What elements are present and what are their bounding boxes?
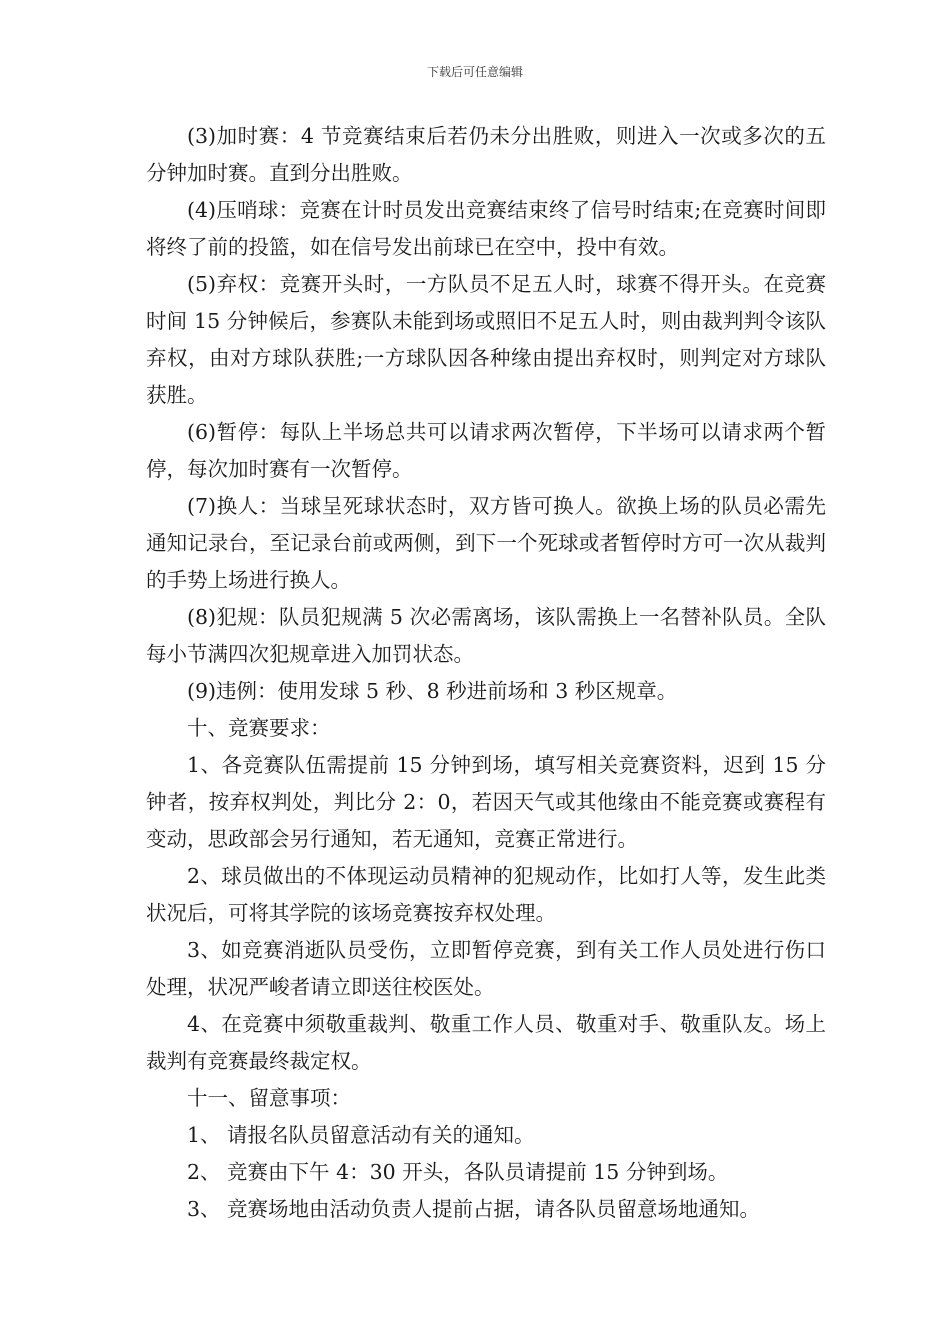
paragraph-substitution: (7)换人：当球呈死球状态时，双方皆可换人。欲换上场的队员必需先通知记录台，至记录台前或两侧，到下一个死球或者暂停时方可一次从裁判的手势上场进行换人。 (146, 494, 826, 592)
section-heading-requirements: 十、竞赛要求： (187, 716, 331, 740)
paragraph-note-3: 3、 竞赛场地由活动负责人提前占据，请各队员留意场地通知。 (187, 1197, 761, 1221)
paragraph-foul: (8)犯规：队员犯规满 5 次必需离场，该队需换上一名替补队员。全队每小节满四次犯规章进入加罚状态。 (146, 605, 826, 666)
paragraph-overtime: (3)加时赛：4 节竞赛结束后若仍未分出胜败，则进入一次或多次的五分钟加时赛。直到分出胜败。 (146, 124, 826, 185)
paragraph-requirement-1: 1、各竞赛队伍需提前 15 分钟到场，填写相关竞赛资料，迟到 15 分钟者，按弃权判处，判比分 2：0，若因天气或其他缘由不能竞赛或赛程有变动，思政部会另行通知，若无通知，竞赛正常进行。 (146, 753, 826, 851)
paragraph-timeout: (6)暂停：每队上半场总共可以请求两次暂停，下半场可以请求两个暂停，每次加时赛有一次暂停。 (146, 420, 826, 481)
paragraph-forfeit: (5)弃权：竞赛开头时，一方队员不足五人时，球赛不得开头。在竞赛时间 15 分钟候后，参赛队未能到场或照旧不足五人时，则由裁判判令该队弃权，由对方球队获胜;一方球队因各种缘由提出弃权时，则判定对方球队获胜。 (146, 272, 826, 407)
paragraph-note-1: 1、 请报名队员留意活动有关的通知。 (187, 1123, 535, 1147)
section-heading-notes: 十一、留意事项： (187, 1086, 351, 1110)
paragraph-requirement-2: 2、球员做出的不体现运动员精神的犯规动作，比如打人等，发生此类状况后，可将其学院的该场竞赛按弃权处理。 (146, 864, 826, 925)
paragraph-note-2: 2、 竞赛由下午 4：30 开头，各队员请提前 15 分钟到场。 (187, 1160, 729, 1184)
paragraph-buzzer-beater: (4)压哨球：竞赛在计时员发出竞赛结束终了信号时结束;在竞赛时间即将终了前的投篮，如在信号发出前球已在空中，投中有效。 (146, 198, 826, 259)
paragraph-requirement-4: 4、在竞赛中须敬重裁判、敬重工作人员、敬重对手、敬重队友。场上裁判有竞赛最终裁定权。 (146, 1012, 826, 1073)
paragraph-violation: (9)违例：使用发球 5 秒、8 秒进前场和 3 秒区规章。 (187, 679, 678, 703)
paragraph-requirement-3: 3、如竞赛消逝队员受伤，立即暂停竞赛，到有关工作人员处进行伤口处理，状况严峻者请立即送往校医处。 (146, 938, 826, 999)
page-header-note: 下载后可任意编辑 (426, 65, 523, 79)
document-body (146, 118, 826, 1228)
